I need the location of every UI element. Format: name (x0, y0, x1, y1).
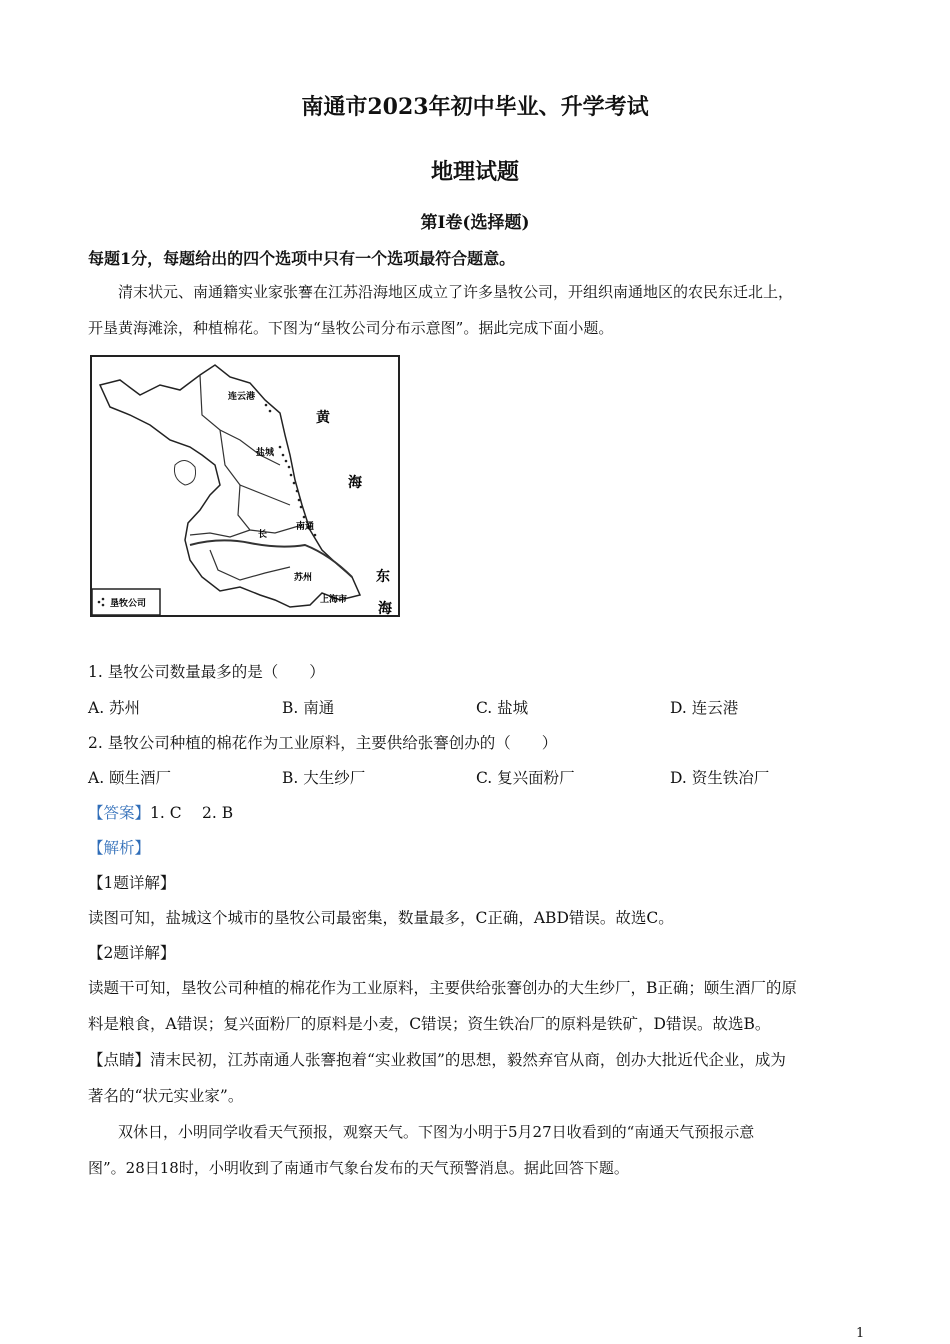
detail-2-line-2: 料是粮食，A错误；复兴面粉厂的原料是小麦，C错误；资生铁冶厂的原料是铁矿，D错误。故选B。 (88, 1015, 771, 1033)
passage-1-line-2: 开垦黄海滩涂，种植棉花。下图为“垦牧公司分布示意图”。据此完成下面小题。 (88, 319, 614, 337)
passage-1-line-1: 清末状元、南通籍实业家张謇在江苏沿海地区成立了许多垦牧公司，开组织南通地区的农民东迁北上， (118, 283, 794, 301)
page-number: 1 (856, 1326, 865, 1341)
answer-text: 1. C 2. B (150, 804, 234, 822)
tips-tag: 【点睛】 (88, 1051, 151, 1069)
passage-2-line-1: 双休日，小明同学收看天气预报，观察天气。下图为小明于5月27日收看到的“南通天气预报示意 (118, 1123, 755, 1141)
q1-option-a: A. 苏州 (88, 699, 141, 717)
answer-line (88, 801, 233, 823)
tips-text-1: 清末民初，江苏南通人张謇抱着“实业救国”的思想，毅然弃官从商，创办大批近代企业，成为 (150, 1051, 786, 1069)
subject-title: 地理试题 (430, 159, 519, 185)
detail-1-text: 读图可知，盐城这个城市的垦牧公司最密集，数量最多，C正确，ABD错误。故选C。 (88, 909, 674, 927)
label-suzhou: 苏州 (294, 573, 313, 583)
passage-1 (88, 274, 878, 346)
label-dong: 东 (376, 569, 390, 585)
q1-option-c: C. 盐城 (476, 699, 529, 717)
label-hai-1: 海 (348, 475, 362, 491)
label-shanghai: 上海市 (320, 595, 348, 605)
map-svg (90, 355, 400, 617)
detail-2-tag: 【2题详解】 (88, 944, 176, 962)
q2-option-b: B. 大生纱厂 (282, 769, 366, 787)
label-lianyungang: 连云港 (228, 392, 256, 402)
passage-2 (88, 1114, 878, 1186)
q2-option-d: D. 资生铁冶厂 (670, 769, 770, 787)
legend-label: 垦牧公司 (110, 599, 147, 609)
reclamation-company-map (90, 355, 400, 617)
tips-line-2: 著名的“状元实业家”。 (88, 1087, 244, 1105)
answer-tag: 【答案】 (88, 804, 151, 822)
label-chang: 长 (258, 530, 268, 540)
q1-option-d: D. 连云港 (670, 699, 739, 717)
label-hai-2: 海 (378, 601, 392, 617)
tips-line-1 (88, 1048, 786, 1070)
label-yancheng: 盐城 (256, 448, 275, 458)
q1-stem: 1. 垦牧公司数量最多的是（ ） (88, 663, 325, 681)
q2-option-a: A. 颐生酒厂 (88, 769, 172, 787)
q2-option-c: C. 复兴面粉厂 (476, 769, 575, 787)
passage-2-line-2: 图”。28日18时，小明收到了南通市气象台发布的天气预警消息。据此回答下题。 (88, 1159, 629, 1177)
q2-stem: 2. 垦牧公司种植的棉花作为工业原料，主要供给张謇创办的（ ） (88, 734, 558, 752)
label-huang: 黄 (316, 410, 330, 426)
section-title: 第Ⅰ卷(选择题) (420, 213, 530, 233)
detail-1-tag: 【1题详解】 (88, 874, 176, 892)
exam-title: 南通市2023年初中毕业、升学考试 (301, 94, 649, 120)
detail-2-line-1: 读题干可知，垦牧公司种植的棉花作为工业原料，主要供给张謇创办的大生纱厂，B正确；颐生酒厂的原 (88, 979, 797, 997)
q1-option-b: B. 南通 (282, 699, 335, 717)
label-nantong: 南通 (296, 522, 315, 532)
instruction: 每题1分，每题给出的四个选项中只有一个选项最符合题意。 (88, 249, 516, 268)
analysis-tag: 【解析】 (88, 839, 151, 857)
